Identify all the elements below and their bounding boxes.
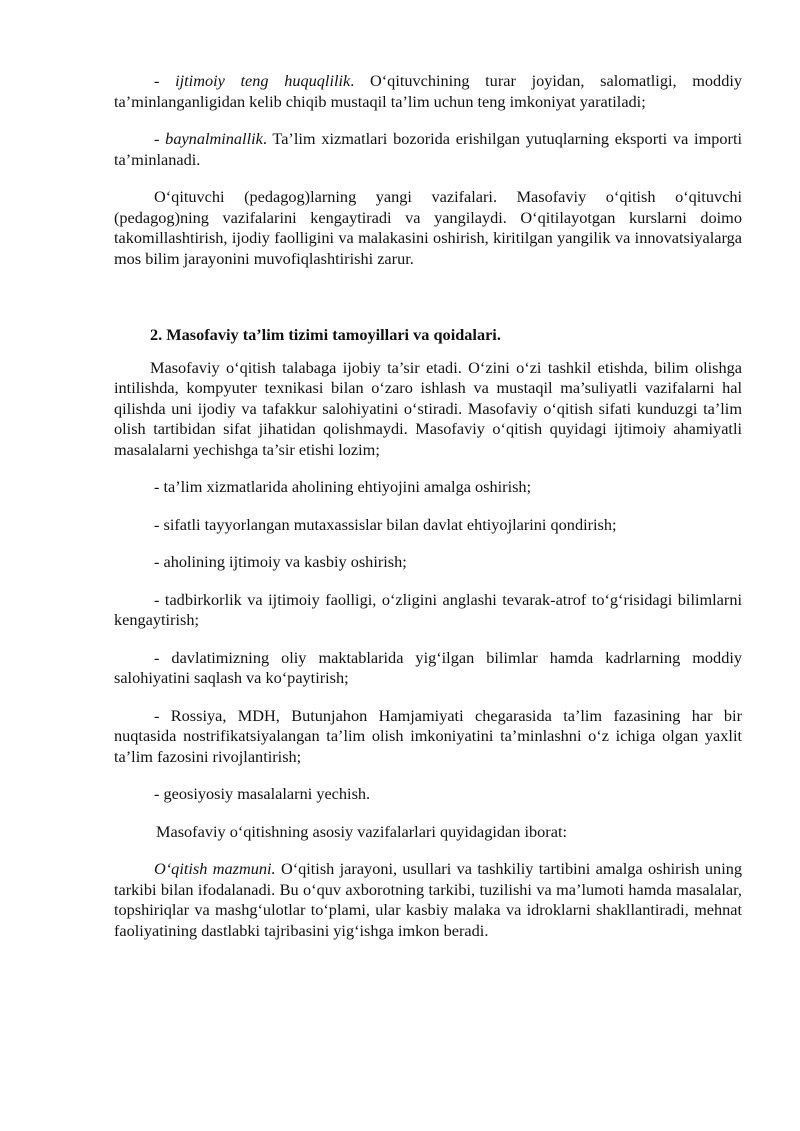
term-internationalism: - baynalminallik — [154, 129, 263, 148]
list-item: - ta’lim xizmatlarida aholining ehtiyojini amalga oshirish; — [154, 477, 532, 496]
text-social-equality: . O‘qituvchining turar joyidan, salomatligi, moddiy ta’minlanganligidan kelib chiqib mustaqil ta’lim uchun teng imkoniyat yaratiladi; — [114, 71, 742, 111]
term-teaching-content: O‘qitish mazmuni. — [154, 859, 276, 878]
list-item: - aholining ijtimoiy va kasbiy oshirish; — [154, 552, 407, 571]
text-teaching-content: O‘qitish jarayoni, usullari va tashkiliy tartibini amalga oshirish uning tarkibi bilan ifodalanadi. Bu o‘quv axborotning tarkibi, tuzilishi va ma’lumoti hamda masalalar, topshiriqlar va mashg‘ulotlar to‘plami, ular kasbiy malaka va idroklarni shakllantiradi, mehnat faoliyatining dastlabki tajribasini yig‘ishga imkon beradi. — [114, 859, 742, 940]
section-heading: 2. Masofaviy ta’lim tizimi tamoyillari va qoidalari. — [150, 325, 501, 344]
paragraph-teaching-content — [114, 859, 742, 941]
list-item: - sifatli tayyorlangan mutaxassislar bilan davlat ehtiyojlarini qondirish; — [154, 514, 617, 534]
document-page — [114, 71, 742, 941]
list-item: - geosiyosiy masalalarni yechish. — [154, 784, 371, 803]
paragraph-internationalism — [114, 129, 742, 170]
paragraph-intro: Masofaviy o‘qitish talabaga ijobiy ta’sir etadi. O‘zini o‘zi tashkil etishda, bilim olishga intilishda, kompyuter texnikasi bilan o‘zaro ishlash va mustaqil ma’suliyatli vazifalarni hal qilishda uni ijodiy va tafakkur salohiyatini o‘stiradi. Masofaviy o‘qitish sifati kunduzgi ta’lim olish tartibidan sifat jihatidan qolishmaydi. Masofaviy o‘qitish quyidagi ijtimoiy ahamiyatli masalalarni yechishga ta’sir etishi lozim; — [114, 357, 742, 459]
paragraph-teacher-tasks: O‘qituvchi (pedagog)larning yangi vazifalari. Masofaviy o‘qitish o‘qituvchi (pedagog)ning vazifalarini kengaytiradi va yangilaydi. O‘qitilayotgan kurslarni doimo takomillashtirish, ijodiy faolligini va malakasini oshirish, kiritilgan yangilik va innovatsiyalarga mos bilim jarayonini muvofiqlashtirishi zarur. — [114, 187, 742, 268]
list-item: - davlatimizning oliy maktablarida yig‘ilgan bilimlar hamda kadrlarning moddiy salohiyatini saqlash va ko‘paytirish; — [114, 647, 742, 687]
text-internationalism: . Ta’lim xizmatlari bozorida erishilgan yutuqlarning eksporti va importi ta’minlanadi. — [114, 129, 742, 169]
term-social-equality: - ijtimoiy teng huquqlilik — [154, 71, 351, 90]
list-item: - tadbirkorlik va ijtimoiy faolligi, o‘zligini anglashi tevarak-atrof to‘g‘risidagi bilimlarni kengaytirish; — [114, 589, 742, 629]
list-item: - Rossiya, MDH, Butunjahon Hamjamiyati chegarasida ta’lim fazasining har bir nuqtasida nostrifikatsiyalangan ta’lim olish imkoniyatini ta’minlashni o‘z ichiga olgan yaxlit ta’lim fazosini rivojlantirish; — [114, 705, 742, 766]
paragraph-tasks-intro: Masofaviy o‘qitishning asosiy vazifalarlari quyidagidan iborat: — [156, 821, 567, 841]
paragraph-social-equality — [114, 71, 742, 112]
